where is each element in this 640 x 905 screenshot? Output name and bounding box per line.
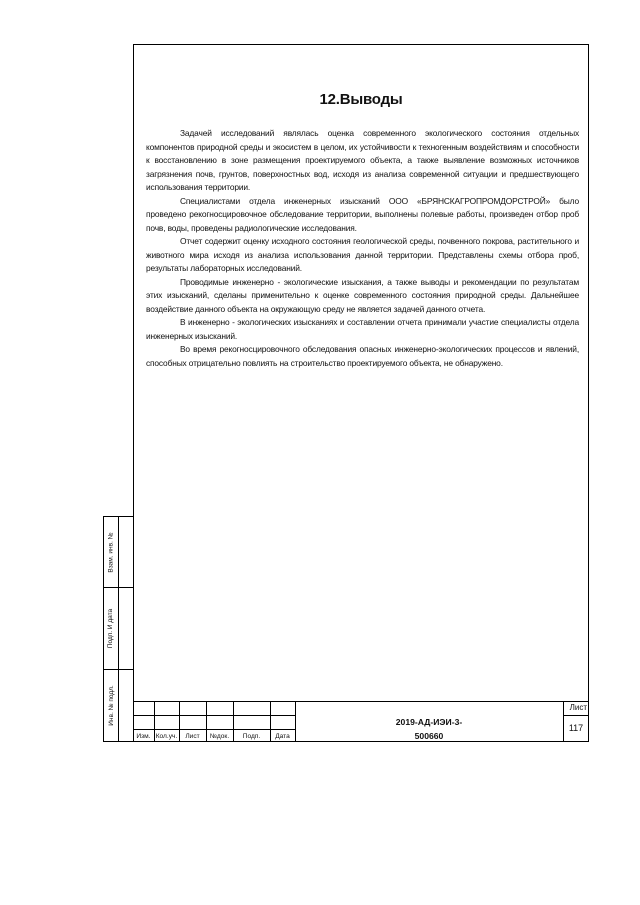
stamp-header-izm: Изм. (136, 733, 151, 740)
side-strip (103, 516, 133, 742)
paragraph: В инженерно - экологических изысканиях и составлении отчета принимали участие специалисты отдела инженерных изысканий. (146, 317, 579, 341)
side-label-vzam: Взам. инв. № (107, 531, 115, 573)
stamp-header-podp: Подп. (242, 733, 261, 740)
paragraph: Во время рекогносцировочного обследования опасных инженерно-экологических процессов и явлений, способных отрицательно повлиять на строительство проектируемого объекта, не обнаружено. (146, 344, 579, 368)
sheet-label: Лист (569, 703, 587, 712)
stamp-header-kol-uch: Кол.уч. (155, 733, 178, 740)
paragraph: Отчет содержит оценку исходного состояния геологической среды, почвенного покрова, растительного и животного мира исходя из анализа использования данной территории. Представлены схемы отбора проб, результаты лабораторных исследований. (146, 236, 579, 273)
side-label-inv-podl: Инв. № подл. (107, 684, 115, 726)
body-text (146, 127, 579, 370)
paragraph: Специалистами отдела инженерных изысканий ООО «БРЯНСКАГРОПРОМДОРСТРОЙ» было проведено рекогносцировочное обследование территории, выполнены полевые работы, произведен отбор проб почв, воды, проведены радиологические исследования. (146, 195, 579, 233)
title-block (133, 701, 589, 742)
document-code: 2019-АД-ИЭИ-3- 500660 (395, 717, 463, 741)
side-label-podp-data: Подп. И дата (107, 608, 115, 648)
stamp-header-list: Лист (185, 733, 200, 740)
sheet-number: 117 (568, 723, 584, 733)
stamp-header-ndok: №док. (209, 733, 230, 740)
page-frame (133, 44, 589, 742)
page-title: 12.Выводы (319, 91, 403, 108)
paragraph: Проводимые инженерно - экологические изыскания, а также выводы и рекомендации по результатам этих изысканий, сделаны применительно к оценке современного состояния природной среды. Дальнейшее воздействие данного объекта на окружающую среду не является задачей данного отчета. (146, 276, 579, 314)
paragraph: Задачей исследований являлась оценка современного экологического состояния отдельных компонентов природной среды и экосистем в целом, их устойчивости к техногенным воздействиям и способности к восстановлению в зоне размещения проектируемого объекта, а также выявление возможных источников загрязнения почв, грунтов, поверхностных вод, исходя из анализа современной ситуации и предшествующего использования территории. (146, 128, 579, 192)
stamp-header-data: Дата (275, 733, 290, 740)
